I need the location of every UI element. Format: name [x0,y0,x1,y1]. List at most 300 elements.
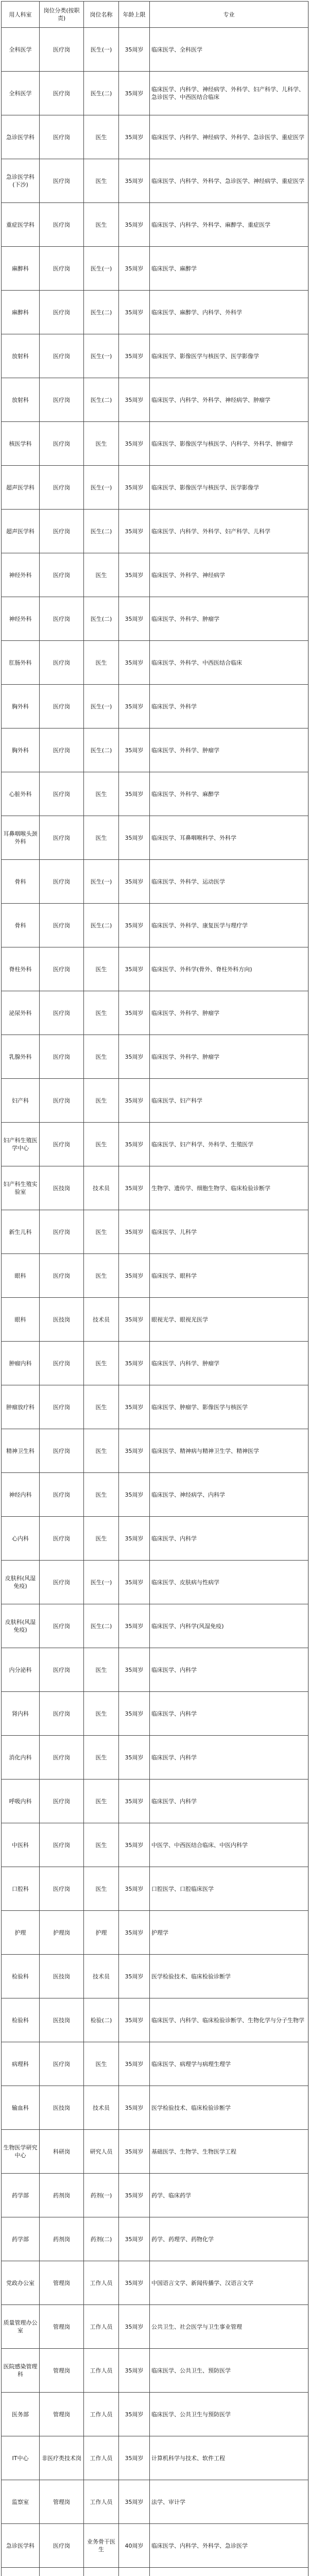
cell-post-category: 药剂岗 [40,2217,84,2261]
cell-department: 脊柱外科 [2,947,40,991]
cell-post-name: 药剂(二) [84,2217,119,2261]
cell-department: 超声医学科 [2,466,40,510]
cell-department: 皮肤科(风湿免疫) [2,1561,40,1604]
cell-post-category: 医疗岗 [40,641,84,685]
cell-age-limit: 35周岁 [119,1166,150,1210]
cell-age-limit: 35周岁 [119,1035,150,1079]
cell-age-limit: 35周岁 [119,1342,150,1385]
cell-age-limit: 35周岁 [119,1823,150,1867]
table-row [2,334,308,378]
cell-post-name: 医生(二) [84,510,119,553]
cell-department: 党政办公室 [2,2261,40,2305]
cell-age-limit: 35周岁 [119,2349,150,2393]
cell-age-limit: 35周岁 [119,553,150,597]
cell-age-limit: 35周岁 [119,1648,150,1692]
cell-department: 心内科 [2,1517,40,1561]
cell-department: 病理科 [2,2042,40,2086]
cell-post-name: 医生 [84,1823,119,1867]
cell-post-name: 研究人员 [84,2130,119,2174]
cell-post-category: 医疗岗 [40,1517,84,1561]
cell-post-name: 医生 [84,2042,119,2086]
cell-department: 输血科 [2,2086,40,2130]
cell-department: 心脏外科 [2,772,40,816]
cell-post-category: 医疗岗 [40,1123,84,1166]
cell-major: 计算机科学与技术、软件工程 [150,2436,308,2480]
cell-major: 临床医学、外科学、肿瘤学 [150,991,308,1035]
cell-post-name: 医生 [84,1517,119,1561]
cell-post-name: 医生(一) [84,1561,119,1604]
cell-major: 临床医学、外科学、肿瘤学 [150,1035,308,1079]
cell-post-category: 医疗岗 [40,816,84,860]
cell-age-limit: 35周岁 [119,1473,150,1517]
cell-post-name: 护理 [84,1911,119,1955]
cell-post-category: 医疗岗 [40,1823,84,1867]
cell-post-category: 医疗岗 [40,1692,84,1736]
cell-age-limit: 35周岁 [119,1561,150,1604]
table-row [2,2349,308,2393]
cell-post-name: 工作人员 [84,2349,119,2393]
cell-post-category: 医疗岗 [40,2042,84,2086]
table-row [2,1867,308,1911]
cell-post-category: 医疗岗 [40,991,84,1035]
table-body [2,28,308,2576]
table-row [2,1517,308,1561]
cell-post-name: 医生 [84,772,119,816]
table-row [2,641,308,685]
cell-age-limit: 35周岁 [119,1867,150,1911]
cell-post-name: 医生 [84,203,119,247]
cell-post-name: 医生 [84,422,119,466]
table-row [2,860,308,904]
cell-post-name: 工作人员 [84,2480,119,2524]
cell-major: 临床医学、内科学、神经病学、外科学、急诊医学、重症医学 [150,115,308,159]
cell-major: 临床医学、内科学、神经病学、外科学、妇产科学、儿科学、急诊医学、中西医结合临床 [150,72,308,115]
cell-major: 临床医学、眼科学 [150,1254,308,1298]
table-row [2,904,308,947]
cell-major: 药学、临床药学 [150,2174,308,2217]
cell-major: 临床医学、内科学、外科学、妇产科学、儿科学 [150,510,308,553]
cell-post-category: 医疗岗 [40,1561,84,1604]
cell-department: 生物医学研究中心 [2,2130,40,2174]
cell-department: 超声医学科 [2,510,40,553]
cell-department: 神经外科 [2,553,40,597]
cell-post-category: 医疗岗 [40,115,84,159]
cell-department: 急诊医学科 [2,2524,40,2568]
cell-major: 临床医学、外科学、神经病学 [150,553,308,597]
cell-post-name: 工作人员 [84,2305,119,2349]
cell-major: 临床医学、影像医学与核医学、内科学、外科学、肿瘤学 [150,422,308,466]
cell-age-limit: 35周岁 [119,159,150,203]
cell-department: 麻醉科 [2,247,40,291]
table-row [2,2305,308,2349]
cell-age-limit: 35周岁 [119,510,150,553]
cell-post-name: 医生 [84,816,119,860]
cell-post-category: 药剂岗 [40,2174,84,2217]
cell-post-category: 医疗岗 [40,685,84,728]
cell-major: 临床医学、外科学(骨外、脊柱外科方向) [150,947,308,991]
cell-post-name: 医生 [84,1210,119,1254]
cell-department: 泌尿外科 [2,991,40,1035]
cell-department: 乳腺外科 [2,1035,40,1079]
cell-age-limit: 35周岁 [119,2130,150,2174]
cell-department: 胸外科 [2,728,40,772]
cell-department: 口腔科 [2,1867,40,1911]
table-row [2,2217,308,2261]
table-row [2,378,308,422]
cell-department: 急诊医学科 [2,115,40,159]
table-row [2,203,308,247]
cell-post-category: 医疗岗 [40,1648,84,1692]
cell-post-category: 医疗岗 [40,553,84,597]
cell-post-name: 药剂(一) [84,2174,119,2217]
table-row [2,1298,308,1342]
table-row [2,1035,308,1079]
cell-age-limit: 35周岁 [119,203,150,247]
cell-post-category: 医疗岗 [40,203,84,247]
cell-department: 妇产科生殖医学中心 [2,1123,40,1166]
cell-post-name: 医生 [84,991,119,1035]
cell-major [150,2568,308,2576]
cell-post-name: 医生(一) [84,334,119,378]
cell-post-category: 医疗岗 [40,1079,84,1123]
table-row [2,72,308,115]
table-row [2,2261,308,2305]
cell-major: 临床医学、病理学与病理生理学 [150,2042,308,2086]
cell-major: 临床医学、妇产科学、外科学、生殖医学 [150,1123,308,1166]
cell-major: 临床医学、内科学、临床检验诊断学、生物化学与分子生物学 [150,1998,308,2042]
cell-age-limit: 35周岁 [119,685,150,728]
cell-major: 临床医学、内科学、外科学、神经病学、肿瘤学 [150,378,308,422]
cell-post-name: 医生 [84,1385,119,1429]
cell-post-name: 医生 [84,1780,119,1823]
cell-major: 临床医学、内科学 [150,1517,308,1561]
table-row [2,553,308,597]
cell-age-limit: 35周岁 [119,334,150,378]
cell-age-limit: 40周岁 [119,2524,150,2568]
cell-department: 耳鼻咽喉头颈外科 [2,816,40,860]
cell-department: 急诊医学科(下沙) [2,159,40,203]
table-row [2,2174,308,2217]
cell-post-category: 医疗岗 [40,597,84,641]
cell-post-name: 医生(一) [84,860,119,904]
cell-age-limit: 35周岁 [119,1385,150,1429]
cell-age-limit: 35周岁 [119,2086,150,2130]
cell-post-name: 医生 [84,553,119,597]
cell-post-name: 医生 [84,1342,119,1385]
cell-post-category: 医疗岗 [40,860,84,904]
cell-department: 肛肠外科 [2,641,40,685]
cell-major: 临床医学、内科学、外科学、急诊医学、神经病学、重症医学 [150,159,308,203]
cell-post-name: 业务骨干医生 [84,2524,119,2568]
header-post-category: 岗位分类(按职责) [40,2,84,28]
cell-post-name: 医生(二) [84,597,119,641]
cell-post-name: 医生(二) [84,291,119,334]
cell-department: 新生儿科 [2,1210,40,1254]
cell-post-category: 护理岗 [40,1911,84,1955]
table-row [2,422,308,466]
cell-post-category: 非医疗类技术岗 [40,2436,84,2480]
cell-major: 临床医学、影像医学与核医学、医学影像学 [150,334,308,378]
cell-major: 口腔医学、口腔临床医学 [150,1867,308,1911]
cell-post-name: 医生 [84,1473,119,1517]
cell-department: 内分泌科 [2,1648,40,1692]
table-row [2,159,308,203]
cell-major: 法学、审计学 [150,2480,308,2524]
cell-post-name: 工作人员 [84,2261,119,2305]
cell-department: 神经外科 [2,597,40,641]
cell-major: 临床医学、神经病学、内科学 [150,1473,308,1517]
cell-age-limit: 35周岁 [119,1079,150,1123]
cell-major: 临床医学、外科学 [150,685,308,728]
cell-post-name: 医生 [84,1736,119,1780]
cell-age-limit: 35周岁 [119,1210,150,1254]
cell-post-category: 管理岗 [40,2261,84,2305]
cell-post-category: 医疗岗 [40,1035,84,1079]
cell-age-limit: 35周岁 [119,2305,150,2349]
cell-post-name: 医生(一) [84,466,119,510]
cell-major: 临床医学、内科学、肿瘤学 [150,1342,308,1385]
cell-post-name: 医生 [84,641,119,685]
cell-post-category: 医疗岗 [40,510,84,553]
cell-major: 基础医学、生物学、生物医学工程 [150,2130,308,2174]
cell-major: 临床医学、外科学、运动医学 [150,860,308,904]
cell-post-category: 医疗岗 [40,247,84,291]
cell-major: 临床医学、全科医学 [150,28,308,72]
cell-post-category: 医疗岗 [40,72,84,115]
cell-post-category: 医技岗 [40,1298,84,1342]
cell-major: 临床医学、内科学 [150,1692,308,1736]
cell-age-limit: 35周岁 [119,1998,150,2042]
table-row [2,1342,308,1385]
cell-age-limit: 35周岁 [119,947,150,991]
cell-age-limit [119,2568,150,2576]
cell-age-limit: 35周岁 [119,991,150,1035]
cell-department: 胸外科 [2,685,40,728]
cell-age-limit: 35周岁 [119,772,150,816]
table-row [2,115,308,159]
cell-major: 临床医学、内科学、外科学、急诊医学 [150,2524,308,2568]
cell-department: 妇产科生殖实验室 [2,1166,40,1210]
table-row [2,991,308,1035]
cell-post-name: 医生 [84,1867,119,1911]
table-row [2,2568,308,2576]
cell-post-name: 医生(一) [84,28,119,72]
header-major: 专业 [150,2,308,28]
table-row [2,1254,308,1298]
recruitment-table-sheet [1,1,308,2576]
cell-post-category: 医疗岗 [40,291,84,334]
cell-department: 眼科 [2,1254,40,1298]
cell-post-name [84,2568,119,2576]
table-row [2,247,308,291]
cell-age-limit: 35周岁 [119,1604,150,1648]
cell-age-limit: 35周岁 [119,728,150,772]
cell-department: 肿瘤内科 [2,1342,40,1385]
cell-post-name: 医生(二) [84,728,119,772]
cell-age-limit: 35周岁 [119,904,150,947]
cell-department: 全科医学 [2,28,40,72]
table-header-row [2,2,308,28]
cell-department: 医院感染管理科 [2,2349,40,2393]
cell-major: 临床医学、妇产科学 [150,1079,308,1123]
table-row [2,2480,308,2524]
cell-major: 临床医学、内科学 [150,1780,308,1823]
table-row [2,2086,308,2130]
table-row [2,1123,308,1166]
cell-major: 临床医学、内科学 [150,1736,308,1780]
cell-age-limit: 35周岁 [119,115,150,159]
cell-department: 骨科 [2,860,40,904]
table-row [2,2130,308,2174]
cell-department: 检验科 [2,1998,40,2042]
cell-post-category: 医疗岗 [40,772,84,816]
cell-major: 临床医学、外科学、康复医学与理疗学 [150,904,308,947]
table-row [2,1780,308,1823]
table-row [2,1692,308,1736]
cell-department: 消化内科 [2,1736,40,1780]
cell-department: 肿瘤放疗科 [2,1385,40,1429]
table-row [2,1166,308,1210]
cell-major: 生物学、遗传学、细胞生物学、临床检验诊断学 [150,1166,308,1210]
cell-post-name: 医生(一) [84,685,119,728]
cell-major: 临床医学、内科学 [150,1648,308,1692]
table-row [2,1429,308,1473]
table-row [2,2042,308,2086]
cell-post-name: 医生 [84,1692,119,1736]
cell-age-limit: 35周岁 [119,378,150,422]
cell-major: 临床医学、影像医学与核医学、医学影像学 [150,466,308,510]
cell-age-limit: 35周岁 [119,2217,150,2261]
header-department: 用人科室 [2,2,40,28]
header-age-limit: 年龄上限 [119,2,150,28]
cell-department: 麻醉科 [2,291,40,334]
cell-post-category: 医疗岗 [40,1254,84,1298]
cell-department: IT中心 [2,2436,40,2480]
cell-department: 放射科 [2,378,40,422]
cell-post-category: 管理岗 [40,2480,84,2524]
cell-age-limit: 35周岁 [119,28,150,72]
cell-age-limit: 35周岁 [119,860,150,904]
cell-post-category: 医疗岗 [40,422,84,466]
table-row [2,1561,308,1604]
cell-post-category: 医疗岗 [40,1429,84,1473]
table-row [2,2524,308,2568]
cell-major: 临床医学、麻醉学 [150,247,308,291]
cell-major: 公共卫生、社会医学与卫生事业管理 [150,2305,308,2349]
cell-post-name: 医生 [84,1035,119,1079]
cell-major: 临床医学、皮肤病与性病学 [150,1561,308,1604]
cell-age-limit: 35周岁 [119,1429,150,1473]
cell-major: 临床医学、肿瘤学、影像医学与核医学 [150,1385,308,1429]
header-post-name: 岗位名称 [84,2,119,28]
cell-age-limit: 35周岁 [119,2436,150,2480]
cell-department: 妇产科 [2,1079,40,1123]
table-row [2,1955,308,1998]
cell-major: 临床医学、耳鼻咽喉科学、外科学 [150,816,308,860]
cell-post-name: 技术员 [84,1298,119,1342]
cell-age-limit: 35周岁 [119,1692,150,1736]
cell-post-category: 医疗岗 [40,1780,84,1823]
cell-age-limit: 35周岁 [119,2042,150,2086]
cell-department: 呼吸内科 [2,1780,40,1823]
cell-age-limit: 35周岁 [119,641,150,685]
cell-age-limit: 35周岁 [119,1123,150,1166]
cell-department: 医务部 [2,2393,40,2436]
cell-post-category: 医疗岗 [40,947,84,991]
cell-post-name: 医生(二) [84,378,119,422]
cell-major: 临床医学、麻醉学、内科学、外科学 [150,291,308,334]
cell-post-category: 医技岗 [40,1166,84,1210]
table-row [2,1385,308,1429]
table-row [2,28,308,72]
cell-post-category: 医技岗 [40,1955,84,1998]
cell-department: 检验科 [2,1955,40,1998]
cell-post-category: 医疗岗 [40,466,84,510]
cell-major: 临床医学、外科学、中西医结合临床 [150,641,308,685]
table-row [2,1210,308,1254]
cell-age-limit: 35周岁 [119,247,150,291]
cell-age-limit: 35周岁 [119,422,150,466]
cell-major: 护理学 [150,1911,308,1955]
cell-post-category: 医疗岗 [40,1210,84,1254]
cell-age-limit: 35周岁 [119,1298,150,1342]
cell-post-category: 医疗岗 [40,1473,84,1517]
cell-department: 药学部 [2,2174,40,2217]
cell-post-category: 医疗岗 [40,2524,84,2568]
cell-major: 眼视光学、眼视光医学 [150,1298,308,1342]
cell-post-category: 医疗岗 [40,1385,84,1429]
cell-post-category: 管理岗 [40,2305,84,2349]
cell-age-limit: 35周岁 [119,1780,150,1823]
cell-major: 临床医学、外科学、麻醉学 [150,772,308,816]
cell-department: 皮肤科(风湿免疫) [2,1604,40,1648]
cell-major: 临床医学、儿科学 [150,1210,308,1254]
cell-department: 质量管理办公室 [2,2305,40,2349]
cell-major: 临床医学、内科学(风湿免疫) [150,1604,308,1648]
cell-age-limit: 35周岁 [119,72,150,115]
cell-post-name: 工作人员 [84,2436,119,2480]
cell-post-category: 医疗岗 [40,378,84,422]
cell-post-category: 医疗岗 [40,1342,84,1385]
cell-department: 护理 [2,1911,40,1955]
cell-major: 临床医学、公共卫生与预防医学 [150,2393,308,2436]
table-row [2,1604,308,1648]
cell-major: 药学、药理学、药物化学 [150,2217,308,2261]
cell-post-category: 医疗岗 [40,904,84,947]
table-row [2,1736,308,1780]
cell-major: 中国语言文学、新闻传播学、汉语言文学 [150,2261,308,2305]
cell-post-category: 医疗岗 [40,1736,84,1780]
cell-major: 中医学、中西医结合临床、中医内科学 [150,1823,308,1867]
cell-post-name: 医生 [84,1648,119,1692]
cell-post-category: 医疗岗 [40,28,84,72]
cell-major: 医学检验技术、临床检验诊断学 [150,2086,308,2130]
table-row [2,1998,308,2042]
cell-post-name: 医生 [84,115,119,159]
table-row [2,1648,308,1692]
cell-post-category: 科研岗 [40,2130,84,2174]
table-row [2,1079,308,1123]
cell-post-category: 医疗岗 [40,159,84,203]
cell-post-name: 医生 [84,159,119,203]
cell-post-name: 技术员 [84,1166,119,1210]
table-row [2,728,308,772]
table-row [2,1911,308,1955]
table-row [2,772,308,816]
cell-department: 中医科 [2,1823,40,1867]
cell-post-name: 医生 [84,947,119,991]
cell-major: 医学检验技术、临床检验诊断学 [150,1955,308,1998]
